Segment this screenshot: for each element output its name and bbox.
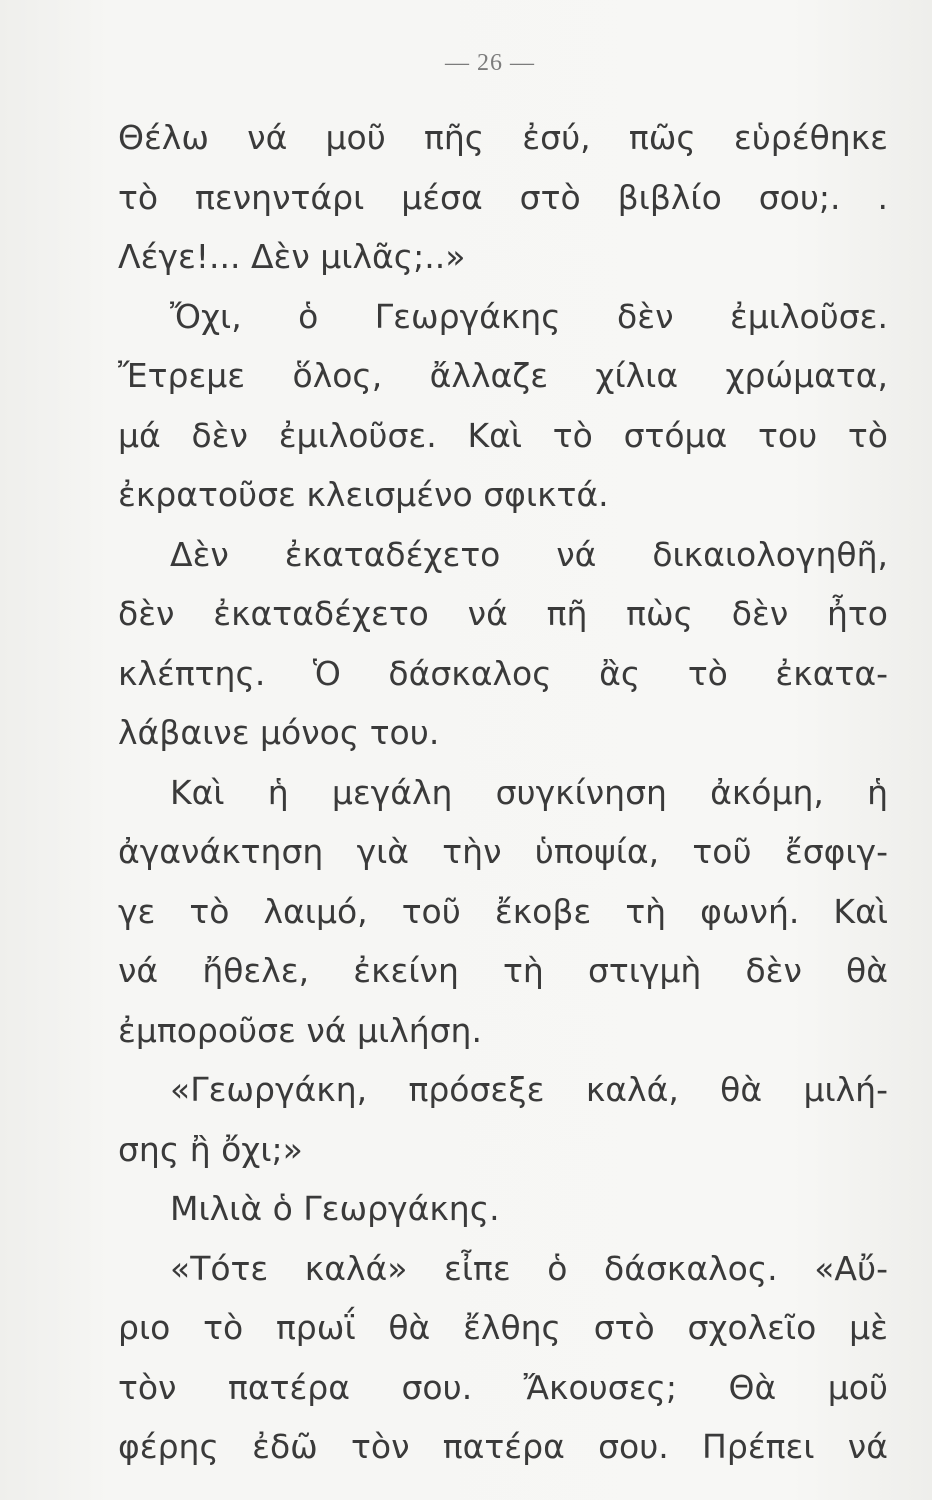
text-line: κλέπτης. Ὁ δάσκαλος ἂς τὸ ἐκατα-	[118, 653, 888, 693]
text-line: «Τότε καλά» εἶπε ὁ δάσκαλος. «Αὔ-	[170, 1248, 888, 1288]
text-line: Λέγε!... Δὲν μιλᾶς;..»	[118, 237, 466, 276]
text-line: Δὲν ἐκαταδέχετο νά δικαιολογηθῆ,	[170, 534, 888, 574]
page-number: — 26 —	[445, 50, 535, 76]
text-line: Καὶ ἡ μεγάλη συγκίνηση ἀκόμη, ἡ	[170, 772, 888, 812]
text-line: λάβαινε μόνος του.	[118, 713, 440, 752]
text-line: ἐμποροῦσε νά μιλήση.	[118, 1010, 482, 1050]
text-line: ἐκρατοῦσε κλεισμένο σφικτά.	[118, 475, 609, 514]
text-line: Ἔτρεμε ὅλος, ἄλλαζε χίλια χρώματα,	[118, 356, 888, 395]
text-line: γε τὸ λαιμό, τοῦ ἔκοβε τὴ φωνή. Καὶ	[118, 891, 888, 931]
body-text	[118, 108, 888, 1477]
text-line: δὲν ἐκαταδέχετο νά πῆ πὼς δὲν ἦτο	[118, 594, 888, 633]
text-line: νά ἤθελε, ἐκείνη τὴ στιγμὴ δὲν θὰ	[118, 951, 888, 990]
text-line: τὸν πατέρα σου. Ἄκουσες; Θὰ μοῦ	[118, 1367, 888, 1407]
text-line: φέρης ἐδῶ τὸν πατέρα σου. Πρέπει νά	[118, 1427, 888, 1466]
text-line: ριο τὸ πρωΐ θὰ ἔλθης στὸ σχολεῖο μὲ	[118, 1308, 888, 1347]
text-line: Ὄχι, ὁ Γεωργάκης δὲν ἐμιλοῦσε.	[170, 296, 888, 336]
text-line: μά δὲν ἐμιλοῦσε. Καὶ τὸ στόμα του τὸ	[118, 415, 888, 455]
text-line: Θέλω νά μοῦ πῆς ἐσύ, πῶς εὑρέθηκε	[118, 118, 888, 157]
text-line: ἀγανάκτηση γιὰ τὴν ὑποψία, τοῦ ἔσφιγ-	[118, 832, 888, 871]
text-line: Μιλιὰ ὁ Γεωργάκης.	[170, 1189, 500, 1228]
text-line: «Γεωργάκη, πρόσεξε καλά, θὰ μιλή-	[170, 1070, 888, 1109]
text-line: σης ἢ ὄχι;»	[118, 1129, 303, 1169]
text-line: τὸ πενηντάρι μέσα στὸ βιβλίο σου;. .	[118, 177, 888, 217]
